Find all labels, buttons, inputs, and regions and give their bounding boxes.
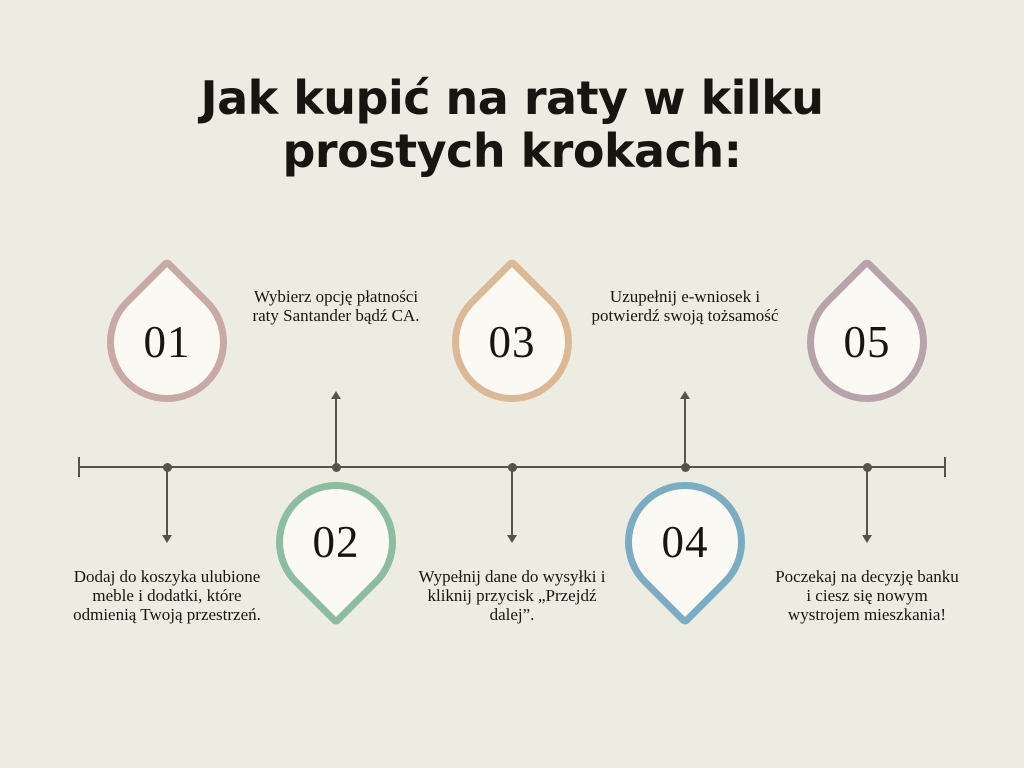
step-pin-02	[276, 482, 396, 602]
page-title	[0, 72, 1024, 178]
step-number: 05	[843, 317, 891, 367]
step-caption-05: Poczekaj na decyzję banku i ciesz się nowym wystrojem mieszkania!	[775, 567, 959, 625]
connector-line	[684, 399, 686, 467]
step-number: 04	[661, 517, 709, 567]
step-caption-01: Dodaj do koszyka ulubione meble i dodatki, które odmienią Twoją przestrzeń.	[73, 567, 261, 625]
connector-arrow-icon	[862, 535, 872, 543]
page-title-line-2: prostych krokach:	[282, 123, 742, 178]
connector-arrow-icon	[507, 535, 517, 543]
connector-arrow-icon	[162, 535, 172, 543]
connector-line	[335, 399, 337, 467]
step-number: 01	[143, 317, 191, 367]
connector-line	[166, 467, 168, 535]
page-title-line-1: Jak kupić na raty w kilku	[200, 71, 824, 125]
step-number: 03	[488, 317, 536, 367]
step-caption-02: Wybierz opcję płatności raty Santander bądź CA.	[252, 287, 420, 326]
step-pin-03	[452, 282, 572, 402]
connector-line	[511, 467, 513, 535]
connector-arrow-icon	[680, 391, 690, 399]
step-caption-03: Wypełnij dane do wysyłki i kliknij przycisk „Przejdź dalej”.	[418, 567, 606, 625]
step-pin-04	[625, 482, 745, 602]
axis-end-cap-left	[78, 457, 80, 477]
axis-end-cap-right	[944, 457, 946, 477]
step-caption-04: Uzupełnij e-wniosek i potwierdź swoją tożsamość	[591, 287, 779, 326]
step-number: 02	[312, 517, 360, 567]
step-pin-01	[107, 282, 227, 402]
connector-line	[866, 467, 868, 535]
step-pin-05	[807, 282, 927, 402]
connector-arrow-icon	[331, 391, 341, 399]
